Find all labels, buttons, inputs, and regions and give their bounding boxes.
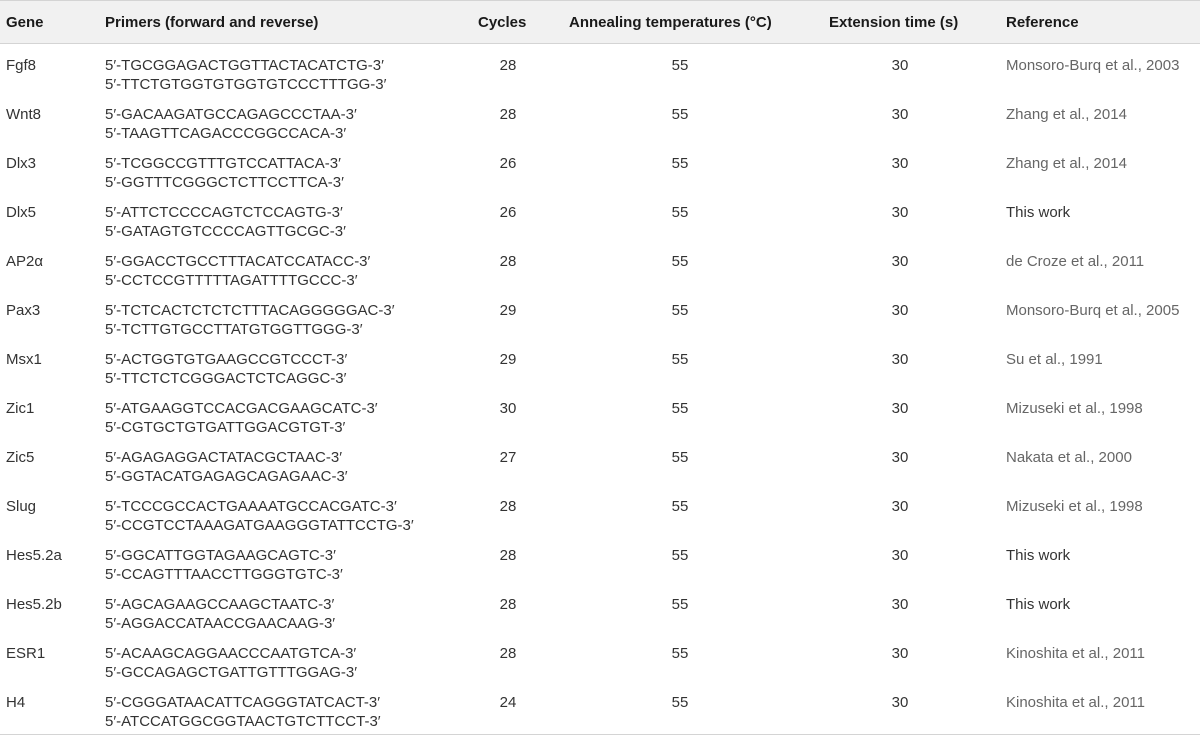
reference-citation: Kinoshita et al., 2011 — [1006, 645, 1145, 662]
table-row — [0, 51, 1200, 100]
extension-time: 30 — [891, 694, 909, 711]
cycles-value: 30 — [499, 400, 517, 417]
gene-name: Zic1 — [6, 400, 35, 417]
extension-time: 30 — [891, 253, 909, 270]
table-row — [0, 492, 1200, 541]
header-bottom-rule — [0, 43, 1200, 44]
forward-primer: 5′-TGCGGAGACTGGTTACTACATCTG-3′ — [105, 57, 384, 74]
extension-time: 30 — [891, 498, 909, 515]
cycles-value: 28 — [499, 57, 517, 74]
table-row — [0, 149, 1200, 198]
header-primers: Primers (forward and reverse) — [105, 14, 319, 31]
forward-primer: 5′-TCCCGCCACTGAAAATGCCACGATC-3′ — [105, 498, 397, 515]
gene-name: Wnt8 — [6, 106, 42, 123]
table-row — [0, 688, 1200, 737]
forward-primer: 5′-GGACCTGCCTTTACATCCATACC-3′ — [105, 253, 371, 270]
cycles-value: 26 — [499, 155, 517, 172]
gene-name: H4 — [6, 694, 26, 711]
reference-citation: This work — [1006, 547, 1071, 564]
reference-citation: Zhang et al., 2014 — [1006, 106, 1127, 123]
reverse-primer: 5′-AGGACCATAACCGAACAAG-3′ — [105, 615, 336, 632]
annealing-temperature: 55 — [671, 596, 689, 613]
gene-name: Zic5 — [6, 449, 35, 466]
gene-name: Hes5.2a — [6, 547, 62, 564]
table-row — [0, 100, 1200, 149]
annealing-temperature: 55 — [671, 547, 689, 564]
reference-citation: Monsoro-Burq et al., 2003 — [1006, 57, 1180, 74]
header-cycles: Cycles — [478, 14, 527, 31]
gene-name: Pax3 — [6, 302, 41, 319]
annealing-temperature: 55 — [671, 302, 689, 319]
reverse-primer: 5′-CCGTCCTAAAGATGAAGGGTATTCCTG-3′ — [105, 517, 414, 534]
extension-time: 30 — [891, 547, 909, 564]
reverse-primer: 5′-ATCCATGGCGGTAACTGTCTTCCT-3′ — [105, 713, 381, 730]
table-row — [0, 198, 1200, 247]
cycles-value: 29 — [499, 302, 517, 319]
gene-name: ESR1 — [6, 645, 46, 662]
cycles-value: 29 — [499, 351, 517, 368]
forward-primer: 5′-ATGAAGGTCCACGACGAAGCATC-3′ — [105, 400, 378, 417]
table-row — [0, 590, 1200, 639]
extension-time: 30 — [891, 645, 909, 662]
header-reference: Reference — [1006, 14, 1079, 31]
gene-name: Dlx5 — [6, 204, 37, 221]
reference-citation: Nakata et al., 2000 — [1006, 449, 1132, 466]
annealing-temperature: 55 — [671, 351, 689, 368]
forward-primer: 5′-TCTCACTCTCTCTTTACAGGGGGAC-3′ — [105, 302, 395, 319]
table-row — [0, 443, 1200, 492]
header-gene: Gene — [6, 14, 44, 31]
cycles-value: 24 — [499, 694, 517, 711]
reference-citation: Su et al., 1991 — [1006, 351, 1103, 368]
cycles-value: 28 — [499, 498, 517, 515]
annealing-temperature: 55 — [671, 106, 689, 123]
forward-primer: 5′-TCGGCCGTTTGTCCATTACA-3′ — [105, 155, 341, 172]
cycles-value: 28 — [499, 106, 517, 123]
reference-citation: Monsoro-Burq et al., 2005 — [1006, 302, 1180, 319]
table-row — [0, 394, 1200, 443]
forward-primer: 5′-ACTGGTGTGAAGCCGTCCCT-3′ — [105, 351, 348, 368]
reference-citation: Mizuseki et al., 1998 — [1006, 400, 1143, 417]
forward-primer: 5′-AGAGAGGACTATACGCTAAC-3′ — [105, 449, 343, 466]
annealing-temperature: 55 — [671, 57, 689, 74]
extension-time: 30 — [891, 57, 909, 74]
extension-time: 30 — [891, 106, 909, 123]
header-top-rule — [0, 0, 1200, 1]
header-annealing: Annealing temperatures (°C) — [569, 14, 772, 31]
reverse-primer: 5′-CGTGCTGTGATTGGACGTGT-3′ — [105, 419, 346, 436]
reverse-primer: 5′-TTCTCTCGGGACTCTCAGGC-3′ — [105, 370, 347, 387]
annealing-temperature: 55 — [671, 645, 689, 662]
cycles-value: 28 — [499, 596, 517, 613]
table-bottom-rule — [0, 734, 1200, 735]
forward-primer: 5′-GGCATTGGTAGAAGCAGTC-3′ — [105, 547, 336, 564]
extension-time: 30 — [891, 155, 909, 172]
forward-primer: 5′-ACAAGCAGGAACCCAATGTCA-3′ — [105, 645, 357, 662]
extension-time: 30 — [891, 204, 909, 221]
reference-citation: Zhang et al., 2014 — [1006, 155, 1127, 172]
table-row — [0, 639, 1200, 688]
reference-citation: Kinoshita et al., 2011 — [1006, 694, 1145, 711]
annealing-temperature: 55 — [671, 498, 689, 515]
annealing-temperature: 55 — [671, 204, 689, 221]
forward-primer: 5′-ATTCTCCCCAGTCTCCAGTG-3′ — [105, 204, 343, 221]
extension-time: 30 — [891, 449, 909, 466]
forward-primer: 5′-AGCAGAAGCCAAGCTAATC-3′ — [105, 596, 335, 613]
table-row — [0, 541, 1200, 590]
reference-citation: de Croze et al., 2011 — [1006, 253, 1145, 270]
annealing-temperature: 55 — [671, 694, 689, 711]
table-header — [0, 0, 1200, 44]
reverse-primer: 5′-TCTTGTGCCTTATGTGGTTGGG-3′ — [105, 321, 363, 338]
reference-citation: Mizuseki et al., 1998 — [1006, 498, 1143, 515]
extension-time: 30 — [891, 400, 909, 417]
cycles-value: 26 — [499, 204, 517, 221]
gene-name: AP2α — [6, 253, 44, 270]
annealing-temperature: 55 — [671, 449, 689, 466]
table-row — [0, 345, 1200, 394]
cycles-value: 27 — [499, 449, 517, 466]
cycles-value: 28 — [499, 547, 517, 564]
forward-primer: 5′-CGGGATAACATTCAGGGTATCACT-3′ — [105, 694, 381, 711]
gene-name: Slug — [6, 498, 37, 515]
gene-name: Msx1 — [6, 351, 42, 368]
reverse-primer: 5′-TTCTGTGGTGTGGTGTCCCTTTGG-3′ — [105, 76, 387, 93]
reverse-primer: 5′-CCTCCGTTTTTAGATTTTGCCC-3′ — [105, 272, 358, 289]
cycles-value: 28 — [499, 253, 517, 270]
reverse-primer: 5′-GCCAGAGCTGATTGTTTGGAG-3′ — [105, 664, 358, 681]
reverse-primer: 5′-CCAGTTTAACCTTGGGTGTC-3′ — [105, 566, 343, 583]
gene-name: Dlx3 — [6, 155, 37, 172]
reverse-primer: 5′-GGTACATGAGAGCAGAGAAC-3′ — [105, 468, 348, 485]
extension-time: 30 — [891, 596, 909, 613]
extension-time: 30 — [891, 351, 909, 368]
reference-citation: This work — [1006, 596, 1071, 613]
forward-primer: 5′-GACAAGATGCCAGAGCCCTAA-3′ — [105, 106, 357, 123]
reverse-primer: 5′-GATAGTGTCCCCAGTTGCGC-3′ — [105, 223, 346, 240]
reverse-primer: 5′-GGTTTCGGGCTCTTCCTTCA-3′ — [105, 174, 344, 191]
annealing-temperature: 55 — [671, 253, 689, 270]
gene-name: Fgf8 — [6, 57, 37, 74]
extension-time: 30 — [891, 302, 909, 319]
annealing-temperature: 55 — [671, 400, 689, 417]
table-row — [0, 247, 1200, 296]
table-row — [0, 296, 1200, 345]
header-extension: Extension time (s) — [829, 14, 959, 31]
cycles-value: 28 — [499, 645, 517, 662]
reverse-primer: 5′-TAAGTTCAGACCCGGCCACA-3′ — [105, 125, 347, 142]
gene-name: Hes5.2b — [6, 596, 62, 613]
reference-citation: This work — [1006, 204, 1071, 221]
annealing-temperature: 55 — [671, 155, 689, 172]
